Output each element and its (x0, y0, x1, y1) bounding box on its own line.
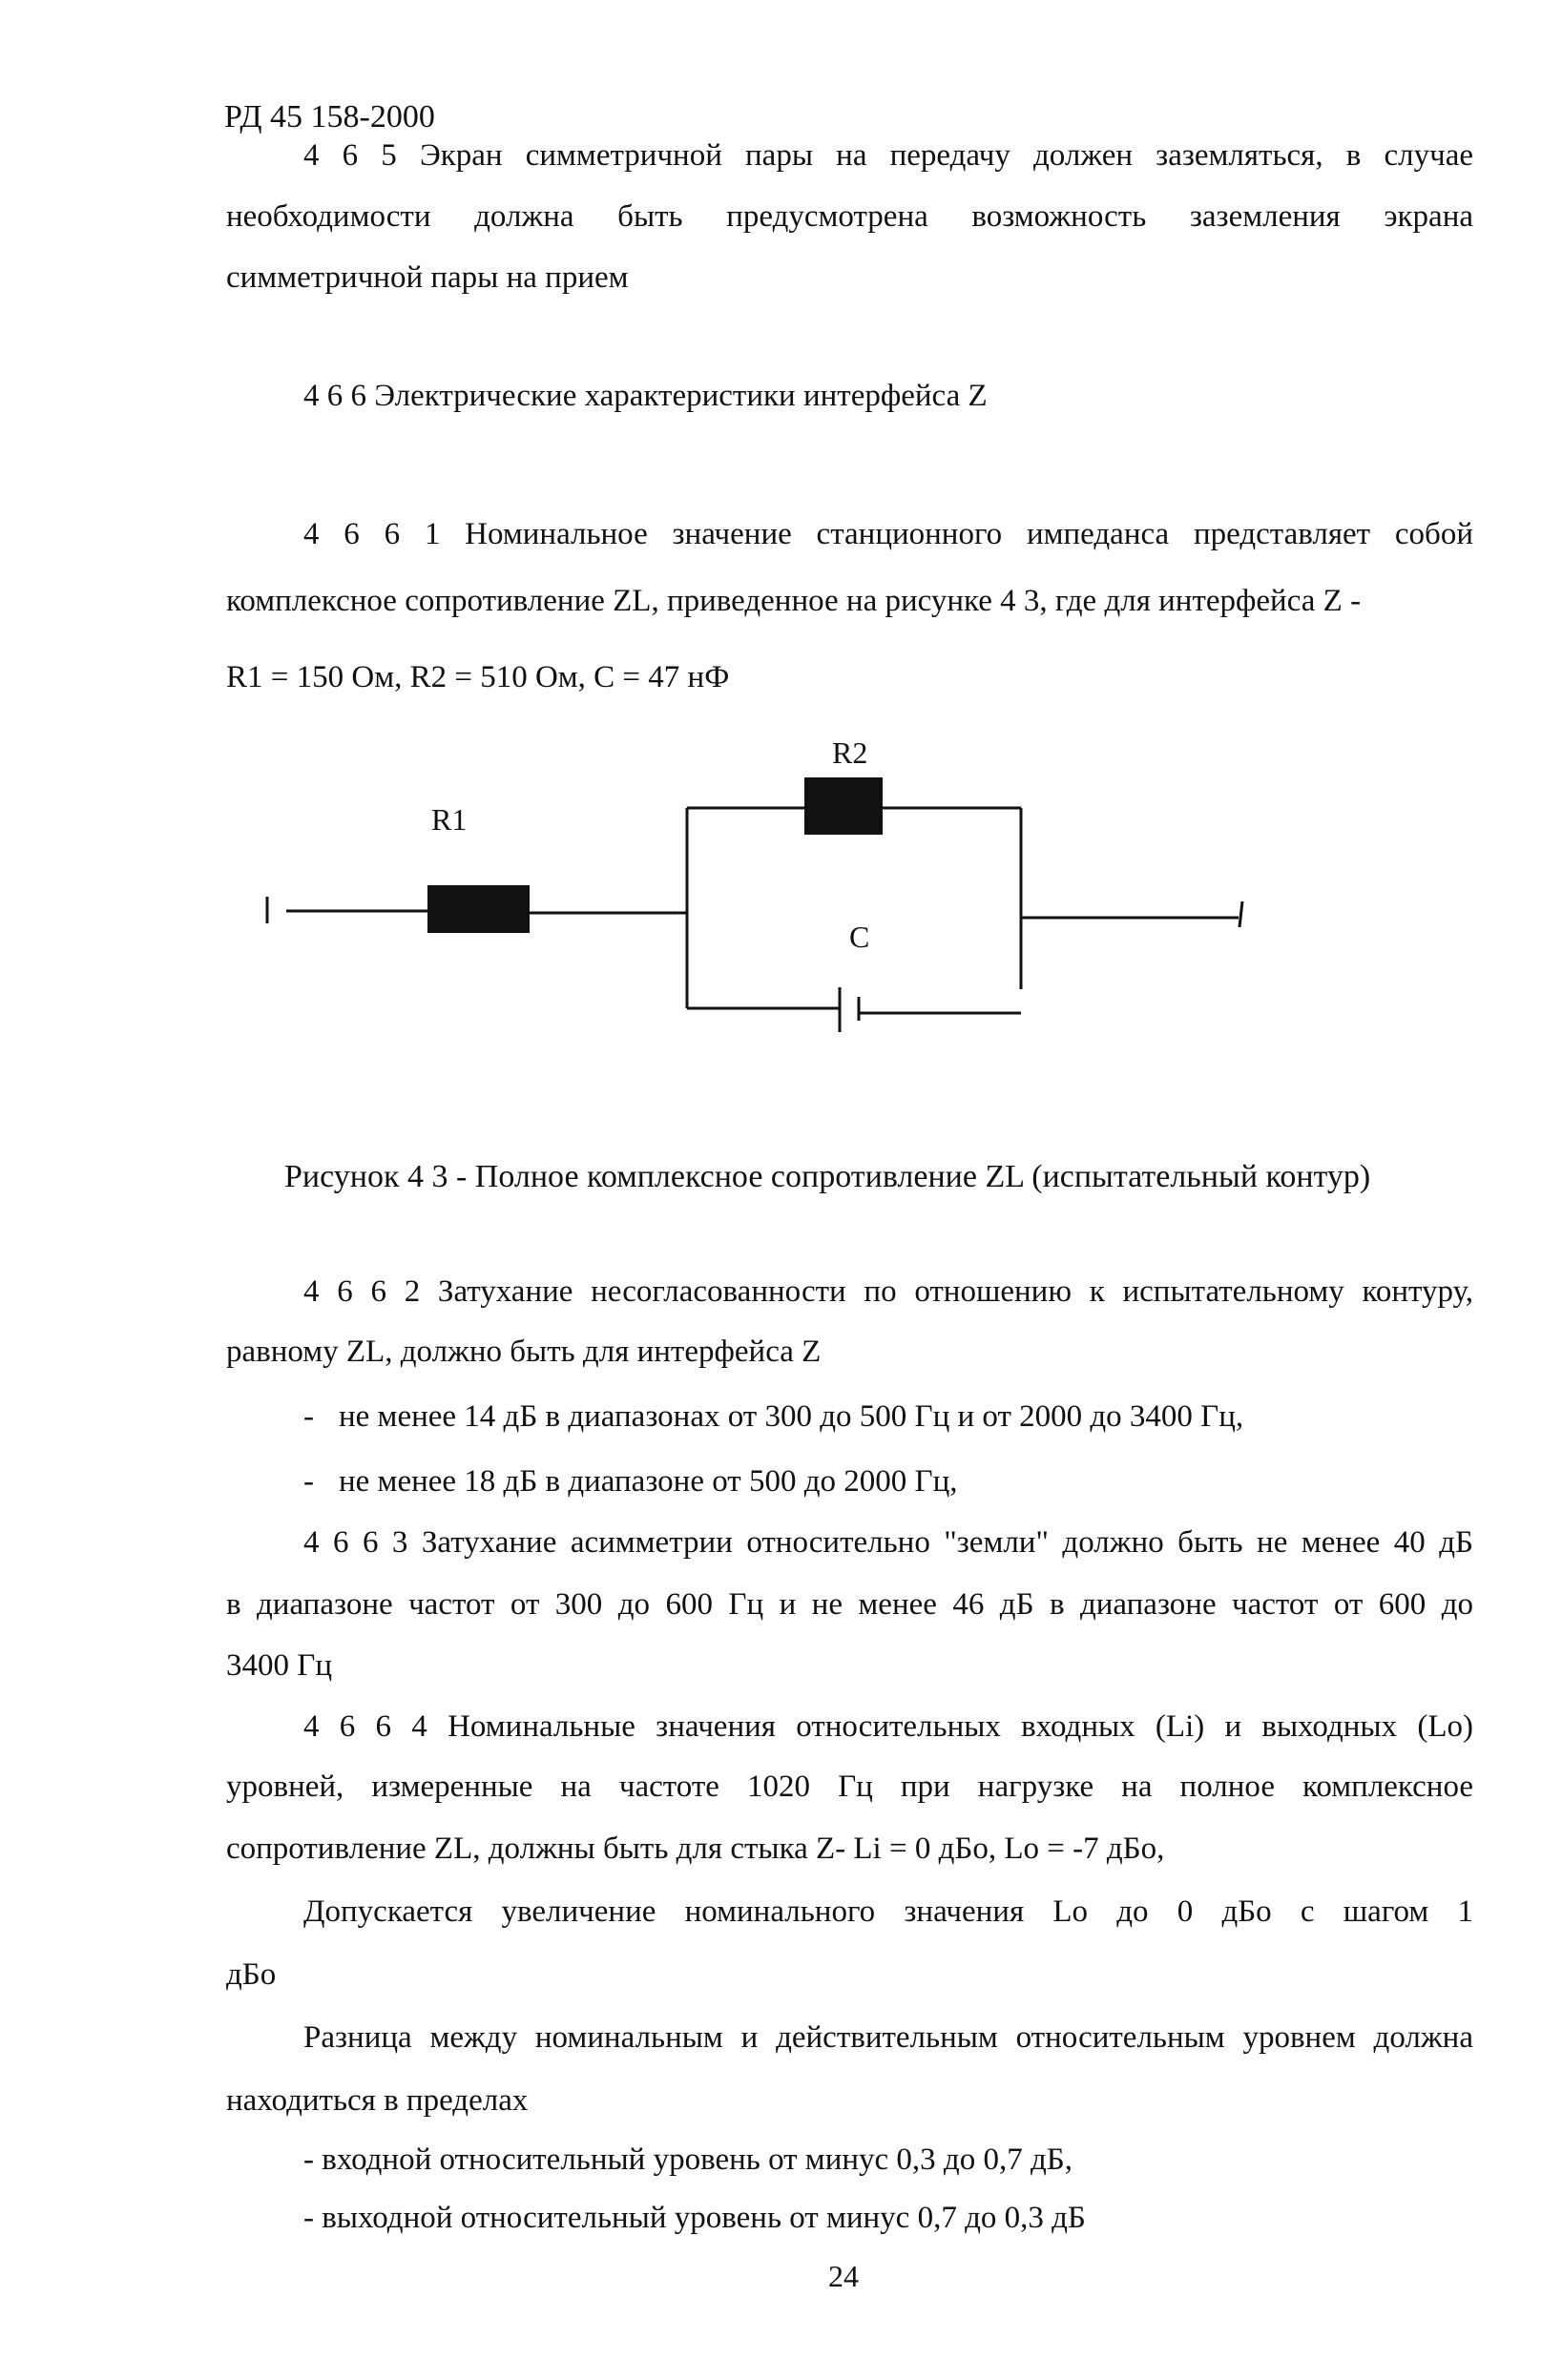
page-number: 24 (828, 2259, 859, 2293)
allow-line-2: дБо (226, 1957, 277, 1992)
section-465-line-3: симметричной пары на прием (226, 260, 629, 295)
resistor-r1 (427, 885, 530, 933)
bullet-1-text: не менее 14 дБ в диапазонах от 300 до 500 Гц и от 2000 до 3400 Гц, (339, 1399, 1244, 1434)
item-output-level: - выходной относительный уровень от минус 0,7 до 0,3 дБ (303, 2201, 1086, 2235)
section-465-line-1: 4 6 5 Экран симметричной пары на передачу должен заземляться, в случае (303, 138, 1473, 173)
circuit-diagram (0, 0, 1562, 1126)
section-4663-line-1: 4 6 6 3 Затухание асимметрии относительно "земли" должно быть не менее 40 дБ (303, 1525, 1473, 1560)
label-c: C (849, 920, 870, 954)
section-4664-line-2: уровней, измеренные на частоте 1020 Гц при нагрузке на полное комплексное (226, 1769, 1473, 1804)
document-code-header: РД 45 158-2000 (224, 99, 435, 135)
right-terminal (1239, 901, 1242, 927)
diff-line-1: Разница между номинальным и действительным относительным уровнем должна (303, 2020, 1473, 2055)
section-4661-line-3: R1 = 150 Ом, R2 = 510 Ом, C = 47 нФ (226, 660, 730, 694)
diff-line-2: находиться в пределах (226, 2083, 529, 2118)
section-4663-line-2: в диапазоне частот от 300 до 600 Гц и не менее 46 дБ в диапазоне частот от 600 до (226, 1587, 1473, 1622)
section-4663-line-3: 3400 Гц (226, 1648, 332, 1683)
label-r2: R2 (832, 735, 868, 770)
section-4661-line-1: 4 6 6 1 Номинальное значение станционного импеданса представляет собой (303, 517, 1473, 551)
section-465-line-2: необходимости должна быть предусмотрена возможность заземления экрана (226, 199, 1473, 234)
section-4664-line-1: 4 6 6 4 Номинальные значения относительных входных (Li) и выходных (Lo) (303, 1709, 1473, 1744)
section-4664-line-3: сопротивление ZL, должны быть для стыка Z- Li = 0 дБо, Lo = -7 дБо, (226, 1832, 1165, 1866)
section-4662-line-1: 4 6 6 2 Затухание несогласованности по отношению к испытательному контуру, (303, 1274, 1473, 1309)
bullet-2-text: не менее 18 дБ в диапазоне от 500 до 2000 Гц, (339, 1464, 958, 1499)
section-4662-line-2: равному ZL, должно быть для интерфейса Z (226, 1335, 822, 1369)
label-r1: R1 (431, 802, 468, 837)
figure-caption: Рисунок 4 3 - Полное комплексное сопротивление ZL (испытательный контур) (284, 1159, 1371, 1194)
bullet-dash: - (303, 1464, 314, 1499)
item-input-level: - входной относительный уровень от минус 0,3 до 0,7 дБ, (303, 2142, 1073, 2177)
section-4661-line-2: комплексное сопротивление ZL, приведенное на рисунке 4 3, где для интерфейса Z - (226, 584, 1362, 618)
bullet-dash: - (303, 1399, 314, 1434)
bullet-2 (303, 1462, 958, 1500)
section-466-heading: 4 6 6 Электрические характеристики интерфейса Z (303, 379, 988, 413)
bullet-1 (303, 1397, 1243, 1436)
resistor-r2 (804, 777, 883, 835)
allow-line-1: Допускается увеличение номинального значения Lo до 0 дБо с шагом 1 (303, 1894, 1473, 1929)
